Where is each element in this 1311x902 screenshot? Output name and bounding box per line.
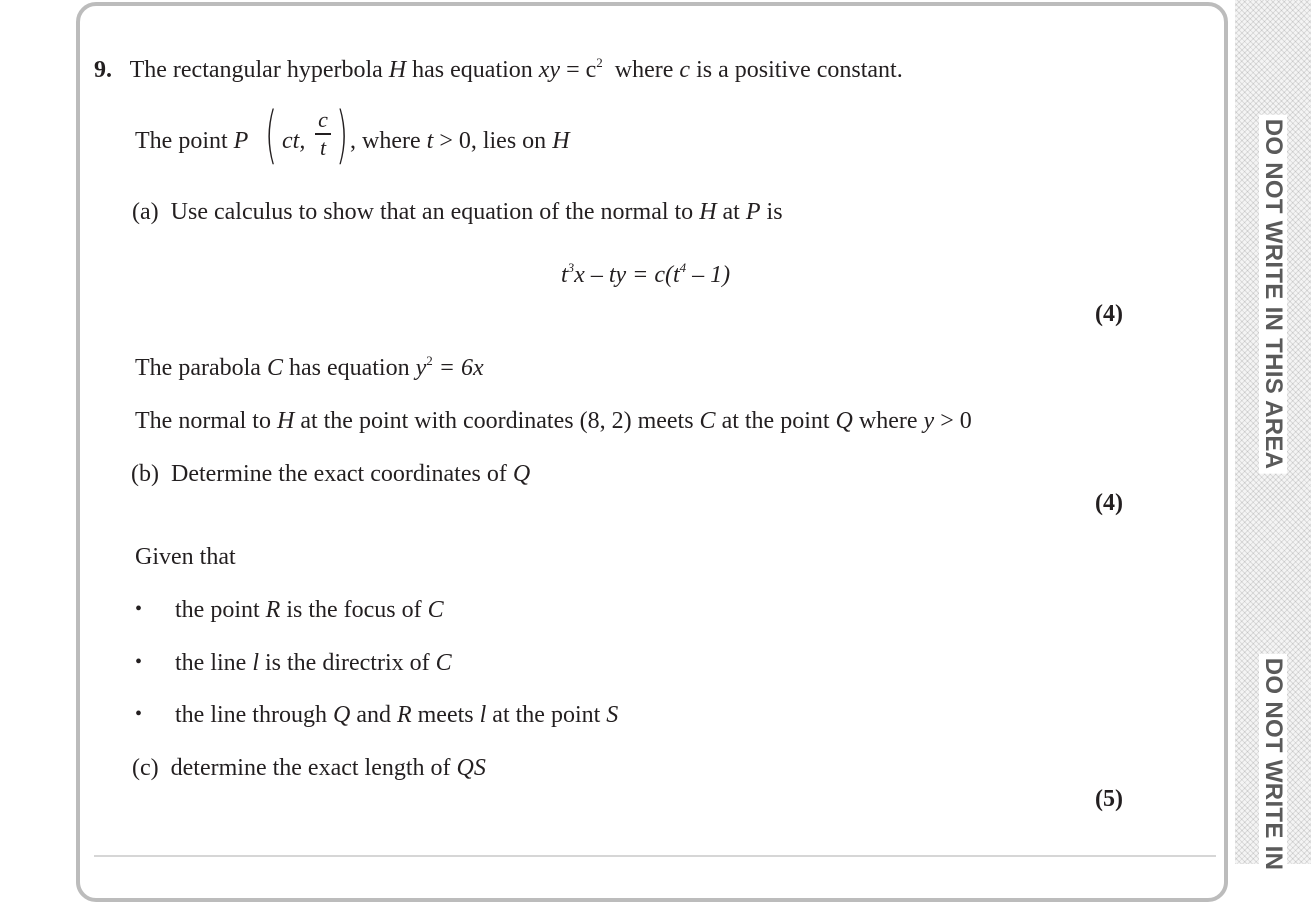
part-c-label: (c): [132, 755, 159, 781]
stem-text: is a positive constant.: [696, 57, 903, 83]
answer-area-divider: [94, 855, 1216, 857]
fraction-c-over-t: [315, 108, 331, 160]
point-coord-ct: ct,: [282, 128, 306, 154]
point-var-t: t: [426, 128, 434, 154]
part-b-var-q: Q: [512, 461, 531, 487]
given-var-l: l: [252, 650, 259, 676]
part-a-text: Use calculus to show that an equation of the normal to: [170, 199, 694, 225]
part-a-text: at: [722, 199, 740, 225]
normal-text: at the point: [721, 408, 830, 434]
question-stem: [94, 56, 903, 84]
normal-equation: [561, 261, 730, 289]
given-text: is the focus of: [286, 597, 422, 623]
given-heading: Given that: [135, 544, 236, 570]
part-b-text: Determine the exact coordinates of: [170, 461, 507, 487]
given-var-r: R: [396, 702, 412, 728]
point-var-h: H: [552, 128, 570, 154]
part-c-text: determine the exact length of: [170, 755, 451, 781]
normal-text: at the point with coordinates (8, 2) meets: [300, 408, 694, 434]
normal-var-y: y: [923, 408, 935, 434]
parabola-var-c: C: [266, 355, 283, 381]
given-text: at the point: [492, 702, 601, 728]
parabola-var-y: y: [415, 355, 427, 381]
point-var-p: P: [233, 128, 249, 154]
stem-exponent: 2: [596, 55, 603, 70]
point-condition: [350, 127, 570, 155]
part-a-label: (a): [132, 199, 159, 225]
parabola-text: The parabola: [135, 355, 261, 381]
part-b-marks: (4): [1095, 490, 1123, 516]
normal-text: > 0: [940, 408, 972, 434]
part-a-marks: (4): [1095, 301, 1123, 327]
do-not-write-label-bottom: DO NOT WRITE IN: [1259, 654, 1287, 874]
bullet-3: •: [135, 703, 143, 725]
normal-text: where: [858, 408, 918, 434]
part-a-var-p: P: [745, 199, 761, 225]
stem-var-c: c: [679, 57, 691, 83]
point-text: > 0, lies on: [439, 128, 547, 154]
fraction-numerator: c: [318, 107, 328, 132]
given-text: meets: [417, 702, 474, 728]
parabola-text: has equation: [288, 355, 410, 381]
part-b: [131, 460, 530, 488]
part-a-var-h: H: [699, 199, 717, 225]
given-var-c: C: [435, 650, 452, 676]
normal-var-h: H: [276, 408, 295, 434]
part-c: [132, 754, 486, 782]
eq-middle: x – ty = c(t: [574, 262, 680, 288]
given-text: the line through: [175, 702, 327, 728]
part-b-label: (b): [131, 461, 159, 487]
given-item-2: [175, 649, 452, 677]
normal-text: The normal to: [135, 408, 271, 434]
part-a-text: is: [766, 199, 783, 225]
given-var-c: C: [427, 597, 444, 623]
point-p-text: [135, 127, 248, 155]
part-c-marks: (5): [1095, 786, 1123, 812]
bullet-2: •: [135, 651, 143, 673]
eq-t: t: [561, 262, 568, 288]
given-var-r: R: [265, 597, 281, 623]
part-c-var-qs: QS: [456, 755, 486, 781]
given-item-3: [175, 701, 618, 729]
given-item-1: [175, 596, 444, 624]
stem-text: The rectangular hyperbola: [129, 57, 383, 83]
eq-exponent-4: 4: [679, 260, 687, 275]
bullet-1: •: [135, 598, 143, 620]
stem-text: has equation: [412, 57, 533, 83]
normal-var-c: C: [699, 408, 716, 434]
part-a: [132, 198, 783, 226]
given-var-l: l: [479, 702, 487, 728]
parabola-exponent: 2: [426, 353, 433, 368]
stem-equation: = c: [566, 57, 597, 83]
point-text: , where: [350, 128, 421, 154]
stem-text: where: [614, 57, 674, 83]
normal-var-q: Q: [835, 408, 853, 434]
given-text: the line: [175, 650, 247, 676]
question-number: 9.: [94, 57, 112, 83]
normal-statement: [135, 407, 972, 435]
given-text: and: [356, 702, 391, 728]
given-var-q: Q: [332, 702, 351, 728]
parabola-statement: [135, 354, 484, 382]
given-var-s: S: [606, 702, 619, 728]
parabola-rhs: = 6x: [438, 355, 484, 381]
stem-var-xy: xy: [538, 57, 561, 83]
right-paren: ): [336, 98, 349, 171]
eq-end: – 1): [692, 262, 731, 288]
do-not-write-label-top: DO NOT WRITE IN THIS AREA: [1259, 115, 1287, 474]
stem-var-h: H: [388, 57, 407, 83]
given-text: the point: [175, 597, 260, 623]
given-text: is the directrix of: [264, 650, 430, 676]
eq-exponent-3: 3: [567, 260, 575, 275]
point-text: The point: [135, 128, 228, 154]
fraction-denominator: t: [319, 134, 327, 160]
left-paren: (: [265, 98, 278, 171]
